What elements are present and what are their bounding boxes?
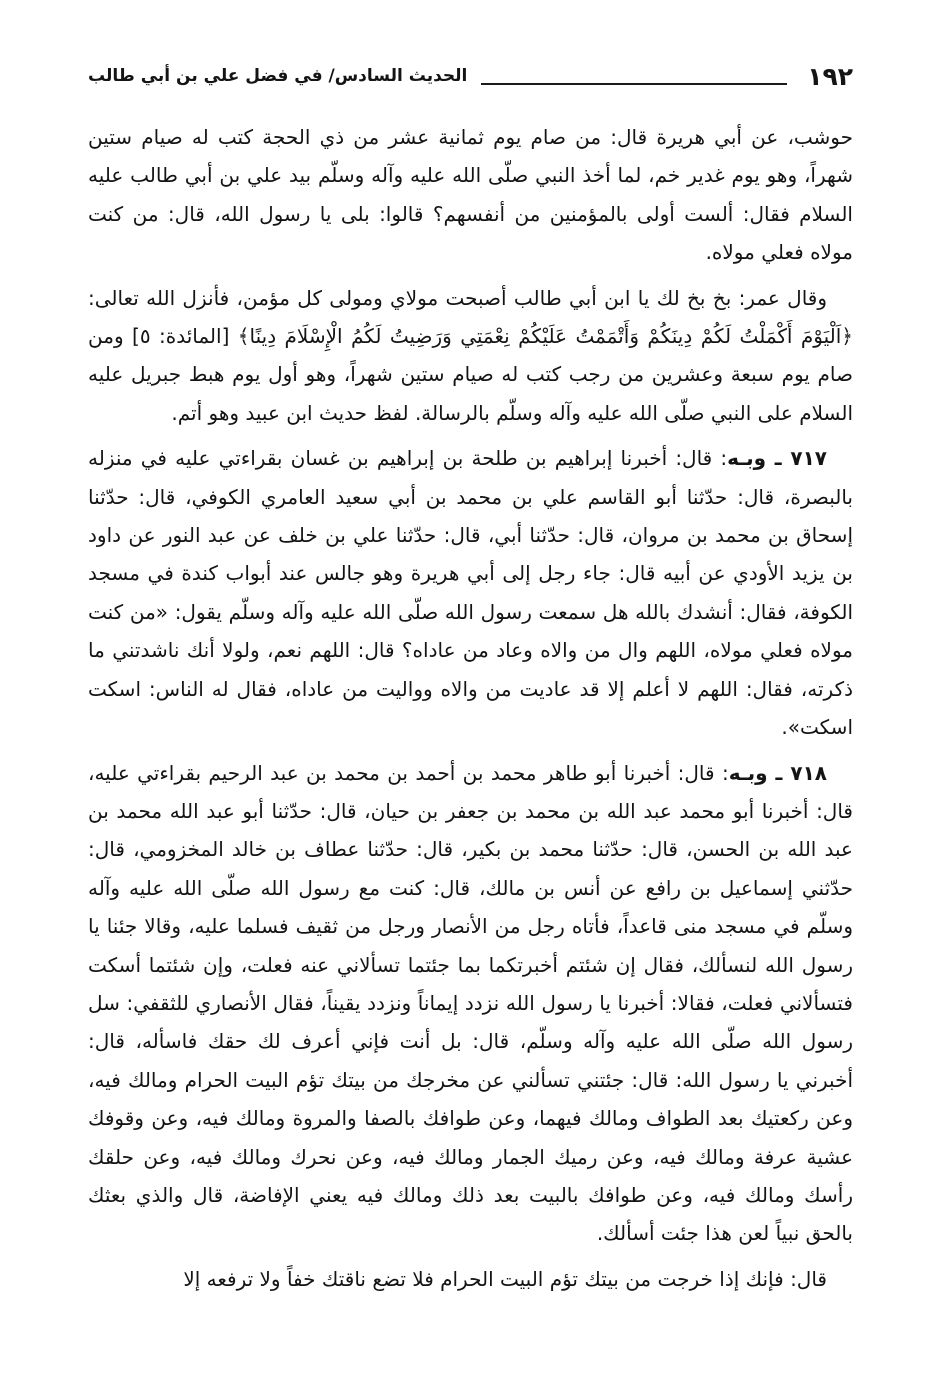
paragraph-text: وقال عمر: بخ بخ لك يا ابن أبي طالب أصبحت مولاي ومولى كل مؤمن، فأنزل الله تعالى: ﴿اَلْيَوْمَ أَكْمَلْتُ لَكُمْ دِينَكُمْ وَأَتْمَمْتُ عَلَيْكُمْ نِعْمَتِي وَرَضِيتُ لَكُمُ الْإِسْلَامَ دِينًا﴾ [المائدة: ٥] ومن صام يوم سبعة وعشرين من رجب كتب له صيام ستين شهراً، وهو أول يوم هبط جبريل عليه السلام على النبي صلّى الله عليه وآله وسلّم بالرسالة. لفظ حديث ابن عبيد وهو أتم. <box>88 285 853 425</box>
header-rule <box>481 83 787 85</box>
paragraph-text: : قال: أخبرنا أبو طاهر محمد بن أحمد بن محمد بن عبد الرحيم بقراءتي عليه، قال: أخبرنا أبو محمد عبد الله بن محمد بن جعفر بن حيان، قال: حدّثنا أبو عبد الله محمد بن عبد الله بن الحسن، قال: حدّثنا محمد بن بكير، قال: حدّثنا عطاف بن خالد المخزومي، قال: حدّثني إسماعيل بن رافع عن أنس بن مالك، قال: كنت مع رسول الله صلّى الله عليه وآله وسلّم في مسجد منى قاعداً، فأتاه رجل من الأنصار ورجل من ثقيف فسلما عليه، وقالا جئنا يا رسول الله لنسألك، فقال إن شئتم أخبرتكما بما جئتما تسألاني عنه فعلت، وإن شئتما أسكت فتسألاني فعلت، فقالا: أخبرنا يا رسول الله نزدد إيماناً ونزدد يقيناً، فقال الأنصاري للثقفي: سل رسول الله صلّى الله عليه وآله وسلّم، قال: بل أنت فإني أعرف لك حقك فاسأله، قال: أخبرني يا رسول الله: قال: جئتني تسألني عن مخرجك من بيتك تؤم البيت الحرام ومالك فيه، وعن ركعتيك بعد الطواف ومالك فيهما، وعن طوافك بالصفا والمروة ومالك فيه، وعن وقوفك عشية عرفة ومالك فيه، وعن رميك الجمار ومالك فيه، وعن نحرك ومالك فيه، وعن حلقك رأسك ومالك فيه، وعن طوافك بالبيت بعد ذلك ومالك فيه يعني الإفاضة، قال والذي بعثك بالحق نبياً لعن هذا جئت أسألك. <box>88 760 853 1246</box>
running-header <box>88 58 853 94</box>
hadith-718 <box>88 754 853 1253</box>
hadith-number: ٧١٨ ـ وبـه <box>728 760 827 785</box>
paragraph-text: : قال: أخبرنا إبراهيم بن طلحة بن إبراهيم بن غسان بقراءتي عليه في منزله بالبصرة، قال: حدّثنا أبو القاسم علي بن محمد بن أبي سعيد العامري الكوفي، قال: حدّثنا إسحاق بن محمد بن مروان، قال: حدّثنا أبي، قال: حدّثنا علي بن خلف عن عبد النور عن داود بن يزيد الأودي عن أبيه قال: جاء رجل إلى أبي هريرة وهو جالس عند أبواب كندة في مسجد الكوفة، فقال: أنشدك بالله هل سمعت رسول الله صلّى الله عليه وآله وسلّم يقول: «من كنت مولاه فعلي مولاه، اللهم وال من والاه وعاد من عاداه؟ قال: اللهم نعم، ولولا أنك ناشدتني ما ذكرته، فقال: اللهم لا أعلم إلا قد عاديت من والاه وواليت من عاداه، فقال له الناس: اسكت اسكت». <box>88 446 853 740</box>
body-text <box>88 118 853 1305</box>
paragraph-umar-quote <box>88 279 853 433</box>
hadith-number: ٧١٧ ـ وبـه <box>727 446 827 471</box>
page-number: ١٩٢ <box>807 61 853 91</box>
hadith-717 <box>88 439 853 746</box>
paragraph-continuation <box>88 118 853 272</box>
paragraph-text: قال: فإنك إذا خرجت من بيتك تؤم البيت الحرام فلا تضع ناقتك خفاً ولا ترفعه إلا <box>183 1266 827 1291</box>
running-title: الحديث السادس/ في فضل علي بن أبي طالب <box>88 66 468 86</box>
paragraph-text: حوشب، عن أبي هريرة قال: من صام يوم ثمانية عشر من ذي الحجة كتب له صيام ستين شهراً، وهو يوم غدير خم، لما أخذ النبي صلّى الله عليه وآله وسلّم بيد علي بن أبي طالب عليه السلام فقال: ألست أولى بالمؤمنين من أنفسهم؟ قالوا: بلى يا رسول الله، قال: من كنت مولاه فعلي مولاه. <box>88 125 853 265</box>
paragraph-final <box>88 1260 853 1298</box>
